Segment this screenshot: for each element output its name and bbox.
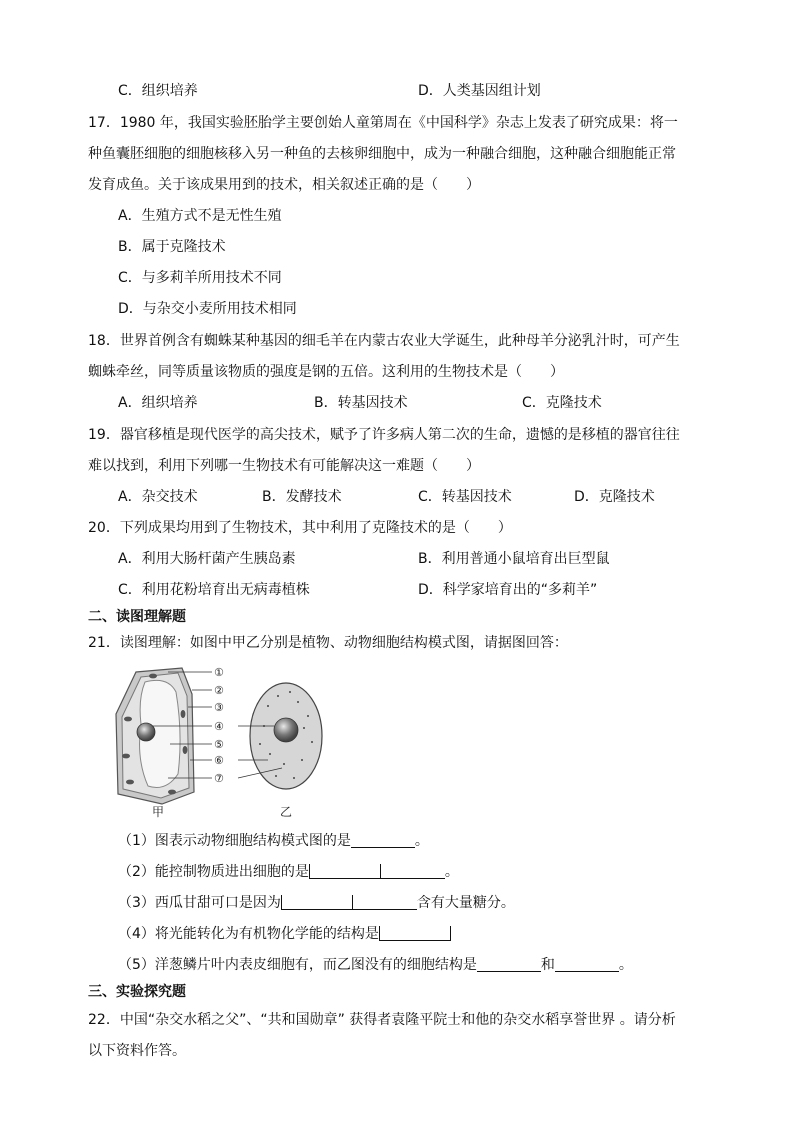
label-2: ② [214, 684, 224, 697]
option-c: C．组织培养 [118, 83, 198, 99]
answer-bracket[interactable] [281, 895, 353, 910]
plant-cell [116, 668, 194, 804]
option-a: A．利用大肠杆菌产生胰岛素 [118, 551, 296, 567]
label-4: ④ [214, 720, 224, 733]
option-c: C．克隆技术 [522, 395, 602, 411]
label-yi: 乙 [280, 805, 293, 819]
question-22-stem: 22．中国“杂交水稻之父”、“共和国勋章” 获得者袁隆平院士和他的杂交水稻享誉世界 。请分析 [88, 1012, 676, 1028]
section-heading: 二、读图理解题 [88, 609, 186, 625]
section-heading: 三、实验探究题 [88, 984, 186, 1000]
option-b: B．属于克隆技术 [118, 239, 226, 255]
answer-blank[interactable] [477, 957, 541, 972]
label-jia: 甲 [152, 805, 165, 819]
sub-question-2 [118, 863, 459, 881]
sub-question-5 [118, 956, 633, 974]
sub-question-1 [118, 832, 429, 850]
question-19-stem: 难以找到，利用下列哪一生物技术有可能解决这一难题（ ） [88, 458, 480, 474]
question-19-stem: 19．器官移植是现代医学的高尖技术，赋予了许多病人第二次的生命，遗憾的是移植的器官往往 [88, 427, 680, 443]
question-21-stem: 21．读图理解：如图中甲乙分别是植物、动物细胞结构模式图，请据图回答： [88, 635, 568, 651]
sub-question-text: （3）西瓜甘甜可口是因为 [118, 895, 281, 911]
answer-blank[interactable] [381, 864, 445, 879]
sub-question-text: 和 [540, 957, 555, 973]
sub-question-4 [118, 925, 451, 943]
option-a: A．杂交技术 [118, 489, 198, 505]
option-d: D．克隆技术 [574, 489, 655, 505]
option-a: A．生殖方式不是无性生殖 [118, 208, 282, 224]
sub-question-3 [118, 894, 515, 912]
option-a: A．组织培养 [118, 395, 198, 411]
option-b: B．发酵技术 [262, 489, 342, 505]
label-3: ③ [214, 701, 224, 714]
sub-question-text: 。 [444, 864, 459, 880]
option-d: D．人类基因组计划 [418, 83, 541, 99]
label-7: ⑦ [214, 772, 224, 785]
sub-question-text: （2）能控制物质进出细胞的是 [118, 864, 309, 880]
option-d: D．科学家培育出的“多莉羊” [418, 582, 598, 598]
option-b: B．利用普通小鼠培育出巨型鼠 [418, 551, 610, 567]
question-18-stem: 蜘蛛牵丝，同等质量该物质的强度是钢的五倍。这利用的生物技术是（ ） [88, 364, 564, 380]
sub-question-text: （5）洋葱鳞片叶内表皮细胞有，而乙图没有的细胞结构是 [118, 957, 477, 973]
sub-question-text: 含有大量糖分。 [416, 895, 515, 911]
option-b: B．转基因技术 [314, 395, 408, 411]
option-c: C．与多莉羊所用技术不同 [118, 270, 282, 286]
option-c: C．利用花粉培育出无病毒植株 [118, 582, 310, 598]
answer-blank[interactable] [555, 957, 619, 972]
answer-bracket[interactable] [379, 926, 451, 941]
sub-question-text: （4）将光能转化为有机物化学能的结构是 [118, 926, 379, 942]
sub-question-text: （1）图表示动物细胞结构模式图的是 [118, 833, 351, 849]
cell-diagram [108, 664, 368, 824]
answer-bracket[interactable] [309, 864, 381, 879]
label-5: ⑤ [214, 738, 224, 751]
option-c: C．转基因技术 [418, 489, 512, 505]
sub-question-text: 。 [414, 833, 429, 849]
question-17-stem: 17．1980 年，我国实验胚胎学主要创始人童第周在《中国科学》杂志上发表了研究成果：将一 [88, 115, 678, 131]
question-17-stem: 发育成鱼。关于该成果用到的技术，相关叙述正确的是（ ） [88, 177, 480, 193]
question-17-stem: 种鱼囊胚细胞的细胞核移入另一种鱼的去核卵细胞中，成为一种融合细胞，这种融合细胞能正常 [88, 146, 676, 162]
answer-blank[interactable] [351, 833, 415, 848]
number-labels [214, 666, 224, 785]
question-22-stem: 以下资料作答。 [88, 1043, 186, 1059]
label-1: ① [214, 666, 224, 679]
question-18-stem: 18．世界首例含有蜘蛛某种基因的细毛羊在内蒙古农业大学诞生，此种母羊分泌乳汁时，可产生 [88, 333, 680, 349]
question-20-stem: 20．下列成果均用到了生物技术，其中利用了克隆技术的是（ ） [88, 520, 512, 536]
option-d: D．与杂交小麦所用技术相同 [118, 301, 297, 317]
answer-blank[interactable] [353, 895, 417, 910]
sub-question-text: 。 [618, 957, 633, 973]
label-6: ⑥ [214, 754, 224, 767]
